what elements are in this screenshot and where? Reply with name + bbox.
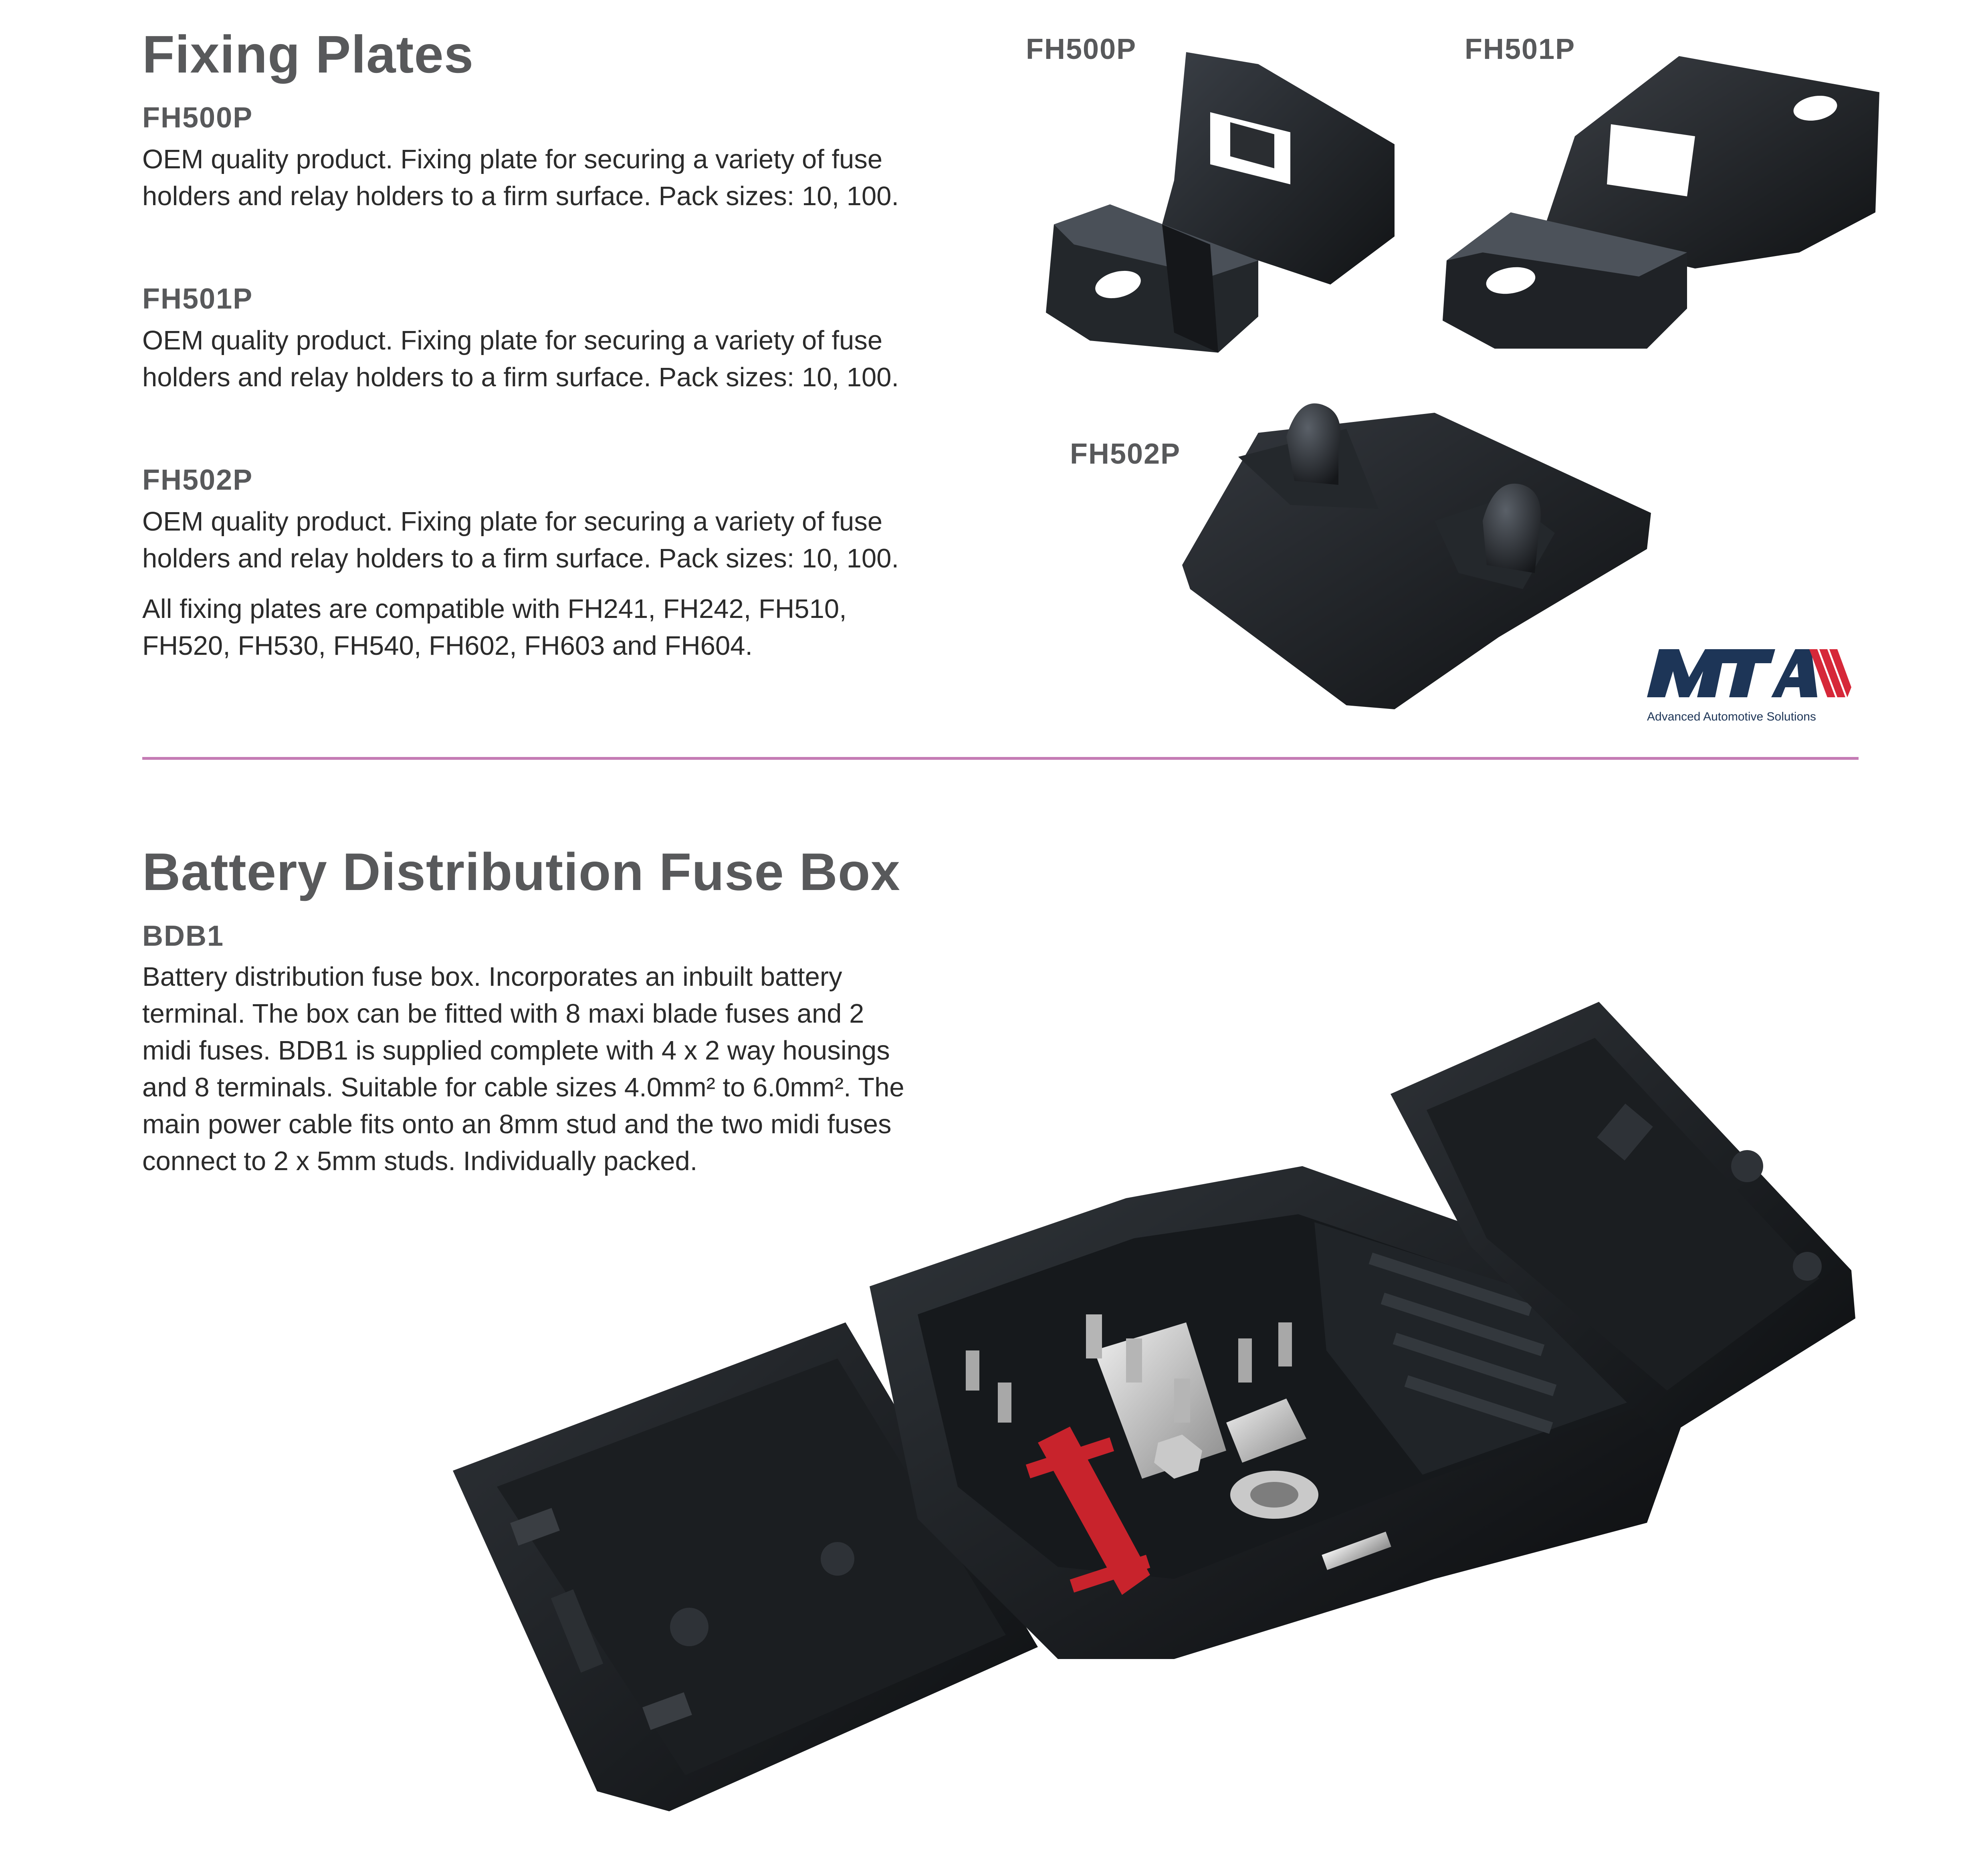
description-line: OEM quality product. Fixing plate for securing a variety of fuse <box>142 325 883 355</box>
section-divider <box>142 757 1859 760</box>
description-line: OEM quality product. Fixing plate for securing a variety of fuse <box>142 507 883 537</box>
description-line: main power cable fits onto an 8mm stud and the two midi fuses <box>142 1109 892 1139</box>
compatibility-line: All fixing plates are compatible with FH241, FH242, FH510, <box>142 594 847 624</box>
description-line: holders and relay holders to a firm surface. Pack sizes: 10, 100. <box>142 362 899 392</box>
description-line: and 8 terminals. Suitable for cable sizes 4.0mm² to 6.0mm². The <box>142 1072 904 1102</box>
photo-label-fh500p: FH500P <box>1026 33 1137 65</box>
description-line: terminal. The box can be fitted with 8 maxi blade fuses and 2 <box>142 999 864 1029</box>
fh501p-product-image <box>1439 44 1879 357</box>
mta-logo-mark <box>1643 641 1851 701</box>
description-line: connect to 2 x 5mm studs. Individually packed. <box>142 1146 698 1176</box>
description-line: holders and relay holders to a firm surface. Pack sizes: 10, 100. <box>142 543 899 573</box>
product-description-fh501p <box>142 322 899 396</box>
photo-label-fh501p: FH501P <box>1465 33 1576 65</box>
mta-logo <box>1643 641 1851 733</box>
photo-label-fh502p: FH502P <box>1070 438 1181 470</box>
product-code-fh501p: FH501P <box>142 283 253 315</box>
product-code-bdb1: BDB1 <box>142 920 224 952</box>
fh502p-product-image <box>1178 389 1659 721</box>
compatibility-line: FH520, FH530, FH540, FH602, FH603 and FH604. <box>142 631 753 661</box>
product-description-fh500p <box>142 141 899 215</box>
product-description-fh502p <box>142 503 899 577</box>
bdb1-product-image <box>445 918 1859 1823</box>
product-code-fh500p: FH500P <box>142 102 253 134</box>
logo-tagline: Advanced Automotive Solutions <box>1647 710 1816 723</box>
description-line: holders and relay holders to a firm surface. Pack sizes: 10, 100. <box>142 181 899 211</box>
fh500p-product-image <box>1042 36 1403 365</box>
compatibility-note <box>142 591 847 664</box>
section-title-battery-distribution: Battery Distribution Fuse Box <box>142 842 900 901</box>
product-code-fh502p: FH502P <box>142 464 253 496</box>
section-title-fixing-plates: Fixing Plates <box>142 25 474 84</box>
description-line: OEM quality product. Fixing plate for securing a variety of fuse <box>142 144 883 174</box>
description-line: Battery distribution fuse box. Incorporates an inbuilt battery <box>142 962 842 992</box>
description-line: midi fuses. BDB1 is supplied complete with 4 x 2 way housings <box>142 1035 890 1066</box>
